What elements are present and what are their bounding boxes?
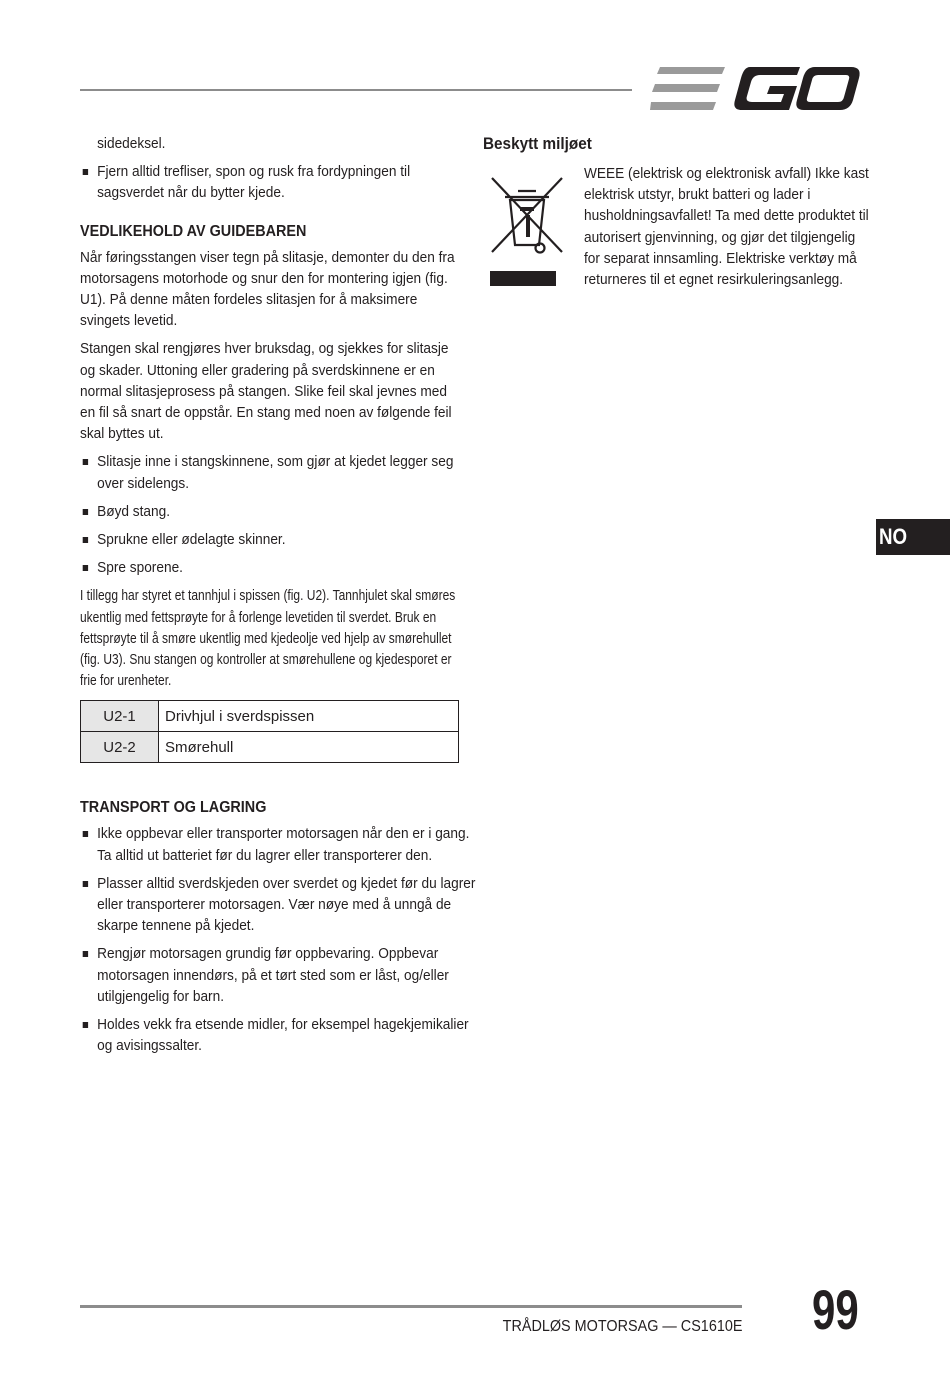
section-heading-environment: Beskytt miljøet bbox=[483, 134, 592, 153]
table-row bbox=[81, 732, 459, 763]
bullet-text: Fjern alltid trefliser, spon og rusk fra fordypningen til sagsverdet når du bytter kjede. bbox=[97, 163, 411, 202]
bullet-item bbox=[80, 823, 477, 865]
paragraph: Stangen skal rengjøres hver bruksdag, og sjekkes for slitasje og skader. Uttoning eller gradering på sverdskinnene er en normal slitasjeprosess på stangen. Slike feil skal jevnes med en fil så snart de oppstår. En stang med noen av følgende feil skal byttes ut. bbox=[80, 340, 452, 443]
bullet-square-icon bbox=[83, 565, 88, 571]
footer-title-text: TRÅDLØS MOTORSAG — CS1610E bbox=[502, 1318, 742, 1335]
section-heading-transport: TRANSPORT OG LAGRING bbox=[80, 799, 267, 817]
bullet-item bbox=[80, 873, 477, 937]
bullet-item bbox=[80, 529, 477, 550]
footer-title bbox=[440, 1317, 742, 1337]
page-number-text: 99 bbox=[812, 1278, 859, 1341]
bullet-square-icon bbox=[83, 459, 88, 465]
header-rule bbox=[80, 89, 632, 91]
paragraph-condensed: I tillegg har styret et tannhjul i spissen (fig. U2). Tannhjulet skal smøres ukentlig med fettsprøyte for å forlenge levetiden til sverdet. Bruk en fettsprøyte til å smøre ukentlig med kjedeolje ved hjelp av smørehullet (fig. U3). Snu stangen og kontroller at smørehullene og kjedesporet er frie for urenheter. bbox=[80, 587, 456, 690]
table-cell-code: U2-2 bbox=[81, 732, 159, 763]
section-heading-guidebar: VEDLIKEHOLD AV GUIDEBAREN bbox=[80, 222, 307, 240]
parts-legend-table bbox=[80, 700, 459, 763]
bullet-square-icon bbox=[83, 509, 88, 515]
language-tab bbox=[876, 519, 950, 555]
bullet-text: Sprukne eller ødelagte skinner. bbox=[97, 531, 286, 549]
table-cell-description: Smørehull bbox=[159, 732, 459, 763]
bullet-square-icon bbox=[83, 881, 88, 887]
bullet-text: Plasser alltid sverdskjeden over sverdet og kjedet før du lagrer eller transporterer motorsagen. Vær nøye med å unngå de skarpe tennene på kjedet. bbox=[97, 874, 476, 935]
bullet-square-icon bbox=[83, 951, 88, 957]
bullet-text: Slitasje inne i stangskinnene, som gjør at kjedet legger seg over sidelengs. bbox=[97, 453, 454, 492]
language-tab-label: NO bbox=[879, 524, 908, 549]
continuation-text: sidedeksel. bbox=[97, 135, 166, 152]
bullet-text: Holdes vekk fra etsende midler, for eksempel hagekjemikalier og avisingssalter. bbox=[97, 1016, 469, 1055]
paragraph: Når føringsstangen viser tegn på slitasje, demonter du den fra motorsagens motorhode og snur den for montering igjen (fig. U1). På denne måten fordeles slitasjen for å maksimere svingets levetid. bbox=[80, 248, 455, 330]
weee-paragraph: WEEE (elektrisk og elektronisk avfall) Ikke kast elektrisk utstyr, brukt batteri og lader i husholdningsavfallet! Ta med dette produktet til autorisert gjenvinning, og gjør det tilgjengelig for separat innsamling. Elektriske verktøy må returneres til et egnet resirkuleringsanlegg. bbox=[584, 165, 869, 289]
bullet-text: Ikke oppbevar eller transporter motorsagen når den er i gang. Ta alltid ut batteriet før du lagrer eller transporterer den. bbox=[97, 825, 470, 864]
bullet-item bbox=[80, 1014, 477, 1056]
bullet-text: Bøyd stang. bbox=[97, 502, 171, 520]
table-cell-description: Drivhjul i sverdspissen bbox=[159, 701, 459, 732]
bullet-item bbox=[80, 501, 477, 522]
left-column bbox=[80, 133, 476, 1064]
bullet-item bbox=[80, 161, 477, 203]
right-column bbox=[483, 133, 869, 289]
table-row bbox=[81, 701, 459, 732]
footer-rule bbox=[80, 1305, 742, 1308]
bullet-square-icon bbox=[83, 1022, 88, 1028]
bullet-text: Rengjør motorsagen grundig før oppbevaring. Oppbevar motorsagen innendørs, på et tørt sted som er låst, og/eller utilgjengelig for barn. bbox=[97, 945, 449, 1005]
bullet-square-icon bbox=[83, 169, 88, 175]
bullet-item bbox=[80, 451, 477, 493]
table-cell-code: U2-1 bbox=[81, 701, 159, 732]
crossed-out-bin-icon bbox=[483, 173, 573, 293]
bullet-text: Spre sporene. bbox=[97, 559, 183, 577]
bullet-square-icon bbox=[83, 831, 88, 837]
bullet-item bbox=[80, 557, 477, 578]
bullet-item bbox=[80, 943, 477, 1007]
bullet-square-icon bbox=[83, 537, 88, 543]
ego-logo bbox=[650, 64, 862, 114]
page-number bbox=[812, 1278, 874, 1342]
